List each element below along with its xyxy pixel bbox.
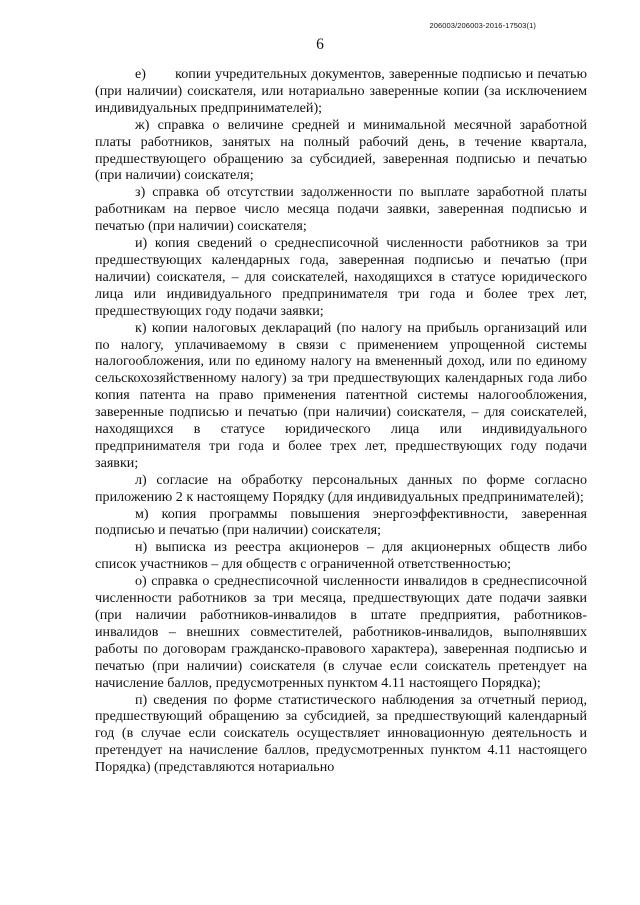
item-i-paragraph: и) копия сведений о среднесписочной численности работников за три предшествующих календарных года, заверенная подписью и печатью (при наличии) соискателя, – для соискателей, находящихся в статусе юридического лица или индивидуального предпринимателя три года и более трех лет, предшествующих году подачи заявки; (95, 235, 587, 319)
item-zh-paragraph: ж) справка о величине средней и минимальной месячной заработной платы работников, занятых на полный рабочий день, в течение квартала, предшествующего обращению за субсидией, заверенная подписью и печатью (при наличии) соискателя; (95, 116, 587, 184)
document-body (95, 66, 587, 776)
page-number: 6 (316, 36, 324, 53)
item-k-paragraph: к) копии налоговых деклараций (по налогу на прибыль организаций или по налогу, уплачиваемому в связи с применением упрощенной системы налогообложения, или по единому налогу на вмененный доход, или по единому сельскохозяйственному налогу) за три предшествующих календарных года либо копия патента на право применения патентной системы налогообложения, заверенные подписью и печатью (при наличии) соискателя, – для соискателей, находящихся в статусе юридического лица или индивидуального предпринимателя три года и более трех лет, предшествующих году подачи заявки; (95, 319, 587, 471)
item-n-paragraph: н) выписка из реестра акционеров – для акционерных обществ либо список участников – для обществ с ограниченной ответственностью; (95, 539, 587, 573)
item-p-paragraph: п) сведения по форме статистического наблюдения за отчетный период, предшествующий обращению за субсидией, за предшествующий календарный год (в случае если соискатель осуществляет инновационную деятельность и претендует на начисление баллов, предусмотренных пунктом 4.11 настоящего Порядка) (представляются нотариально (95, 691, 587, 776)
item-e-paragraph: е) копии учредительных документов, заверенные подписью и печатью (при наличии) соискателя, или нотариально заверенные копии (за исключением индивидуальных предпринимателей); (95, 66, 587, 116)
item-l-paragraph: л) согласие на обработку персональных данных по форме согласно приложению 2 к настоящему Порядку (для индивидуальных предпринимателей); (95, 471, 587, 505)
item-o-paragraph: о) справка о среднесписочной численности инвалидов в среднесписочной численности работников за три месяца, предшествующих дате подачи заявки (при наличии работников-инвалидов в штате предприятия, работников-инвалидов – внешних совместителей, работников-инвалидов, выполнявших работы по договорам гражданско-правового характера), заверенная подписью и печатью (при наличии) соискателя (в случае если соискатель претендует на начисление баллов, предусмотренных пунктом 4.11 настоящего Порядка); (95, 573, 587, 691)
item-m-paragraph: м) копия программы повышения энергоэффективности, заверенная подписью и печатью (при наличии) соискателя; (95, 505, 587, 539)
document-id: 206003/206003-2016-17503(1) (429, 21, 536, 30)
item-z-paragraph: з) справка об отсутствии задолженности по выплате заработной платы работникам на первое число месяца подачи заявки, заверенная подписью и печатью (при наличии) соискателя; (95, 184, 587, 235)
